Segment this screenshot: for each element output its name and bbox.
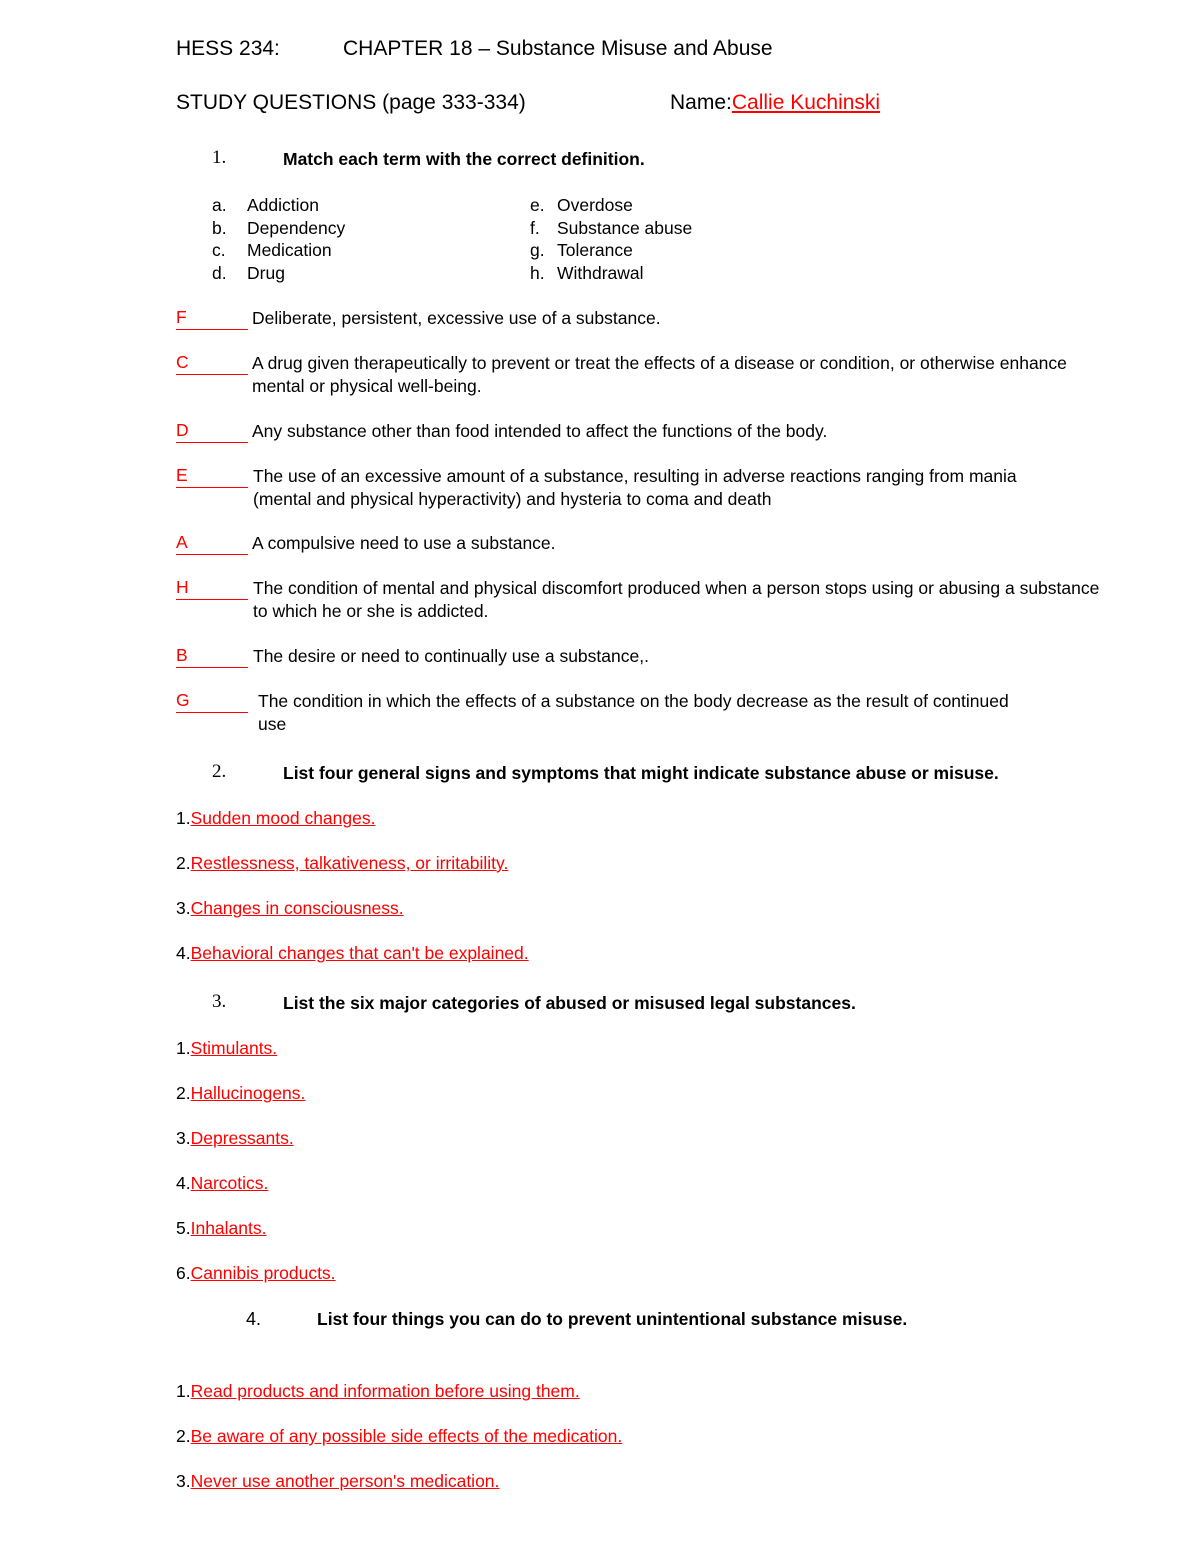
match-answer-blank[interactable]: D [176, 420, 248, 443]
term-item: h. Withdrawal [530, 262, 644, 283]
study-questions-title: STUDY QUESTIONS (page 333-334) [176, 91, 526, 114]
term-item: e. Overdose [530, 195, 633, 215]
terms-right-column [530, 194, 692, 284]
answer-line: 4.Behavioral changes that can't be explained. [176, 943, 529, 963]
answer-line: 3.Changes in consciousness. [176, 898, 404, 918]
match-definition: The desire or need to continually use a substance,. [253, 646, 649, 666]
term-item: c. Medication [212, 240, 332, 261]
student-name: Callie Kuchinski [731, 91, 881, 114]
question-4-text: List four things you can do to prevent unintentional substance misuse. [317, 1309, 908, 1329]
match-answer-blank[interactable]: E [176, 465, 248, 488]
question-2-text: List four general signs and symptoms that might indicate substance abuse or misuse. [283, 763, 999, 783]
course-code: HESS 234: [176, 37, 280, 60]
term-item: b. Dependency [212, 217, 346, 238]
term-item: f. Substance abuse [530, 217, 693, 238]
answer-line: 5.Inhalants. [176, 1218, 267, 1238]
answer-line: 3.Depressants. [176, 1128, 294, 1148]
question-4-number: 4. [246, 1309, 262, 1329]
answer-line: 4.Narcotics. [176, 1173, 269, 1193]
match-definition: A drug given therapeutically to prevent or treat the effects of a disease or condition, or otherwise enhance mental or physical well-being. [252, 353, 1067, 396]
match-definition: Deliberate, persistent, excessive use of a substance. [252, 308, 661, 328]
match-answer-blank[interactable]: F [176, 307, 248, 330]
answer-line: 1.Sudden mood changes. [176, 808, 376, 828]
answer-line: 2.Be aware of any possible side effects of the medication. [176, 1426, 623, 1446]
answer-line: 1.Read products and information before using them. [176, 1381, 580, 1401]
name-field [670, 91, 880, 115]
chapter-title: CHAPTER 18 – Substance Misuse and Abuse [343, 37, 773, 60]
match-definition: A compulsive need to use a substance. [252, 533, 556, 553]
match-answer-blank[interactable]: H [176, 577, 248, 600]
match-definition: The use of an excessive amount of a substance, resulting in adverse reactions ranging from mania (mental and physical hyperactivity) and hysteria to coma and death [253, 466, 1017, 509]
term-item: a. Addiction [212, 195, 319, 215]
match-definition: The condition in which the effects of a substance on the body decrease as the result of continued use [258, 691, 1009, 734]
term-item: d. Drug [212, 262, 285, 283]
question-3-text: List the six major categories of abused or misused legal substances. [283, 993, 856, 1013]
answer-line: 2.Restlessness, talkativeness, or irritability. [176, 853, 509, 873]
match-answer-blank[interactable]: A [176, 532, 248, 555]
answer-line: 2.Hallucinogens. [176, 1083, 306, 1103]
match-definition: Any substance other than food intended to affect the functions of the body. [252, 421, 828, 441]
match-answer-blank[interactable]: G [176, 690, 248, 713]
answer-line: 1.Stimulants. [176, 1038, 278, 1058]
name-label: Name: [670, 91, 732, 114]
match-answer-blank[interactable]: C [176, 352, 248, 375]
question-1-text: Match each term with the correct definition. [283, 149, 645, 169]
question-3-number: 3. [212, 991, 227, 1012]
question-1-number: 1. [212, 147, 227, 168]
answer-line: 6.Cannibis products. [176, 1263, 336, 1283]
answer-line: 3.Never use another person's medication. [176, 1471, 500, 1491]
question-2-number: 2. [212, 761, 227, 782]
terms-left-column [212, 194, 345, 284]
term-item: g. Tolerance [530, 240, 633, 261]
match-answer-blank[interactable]: B [176, 645, 248, 668]
match-definition: The condition of mental and physical discomfort produced when a person stops using or abusing a substance to which he or she is addicted. [253, 578, 1100, 621]
